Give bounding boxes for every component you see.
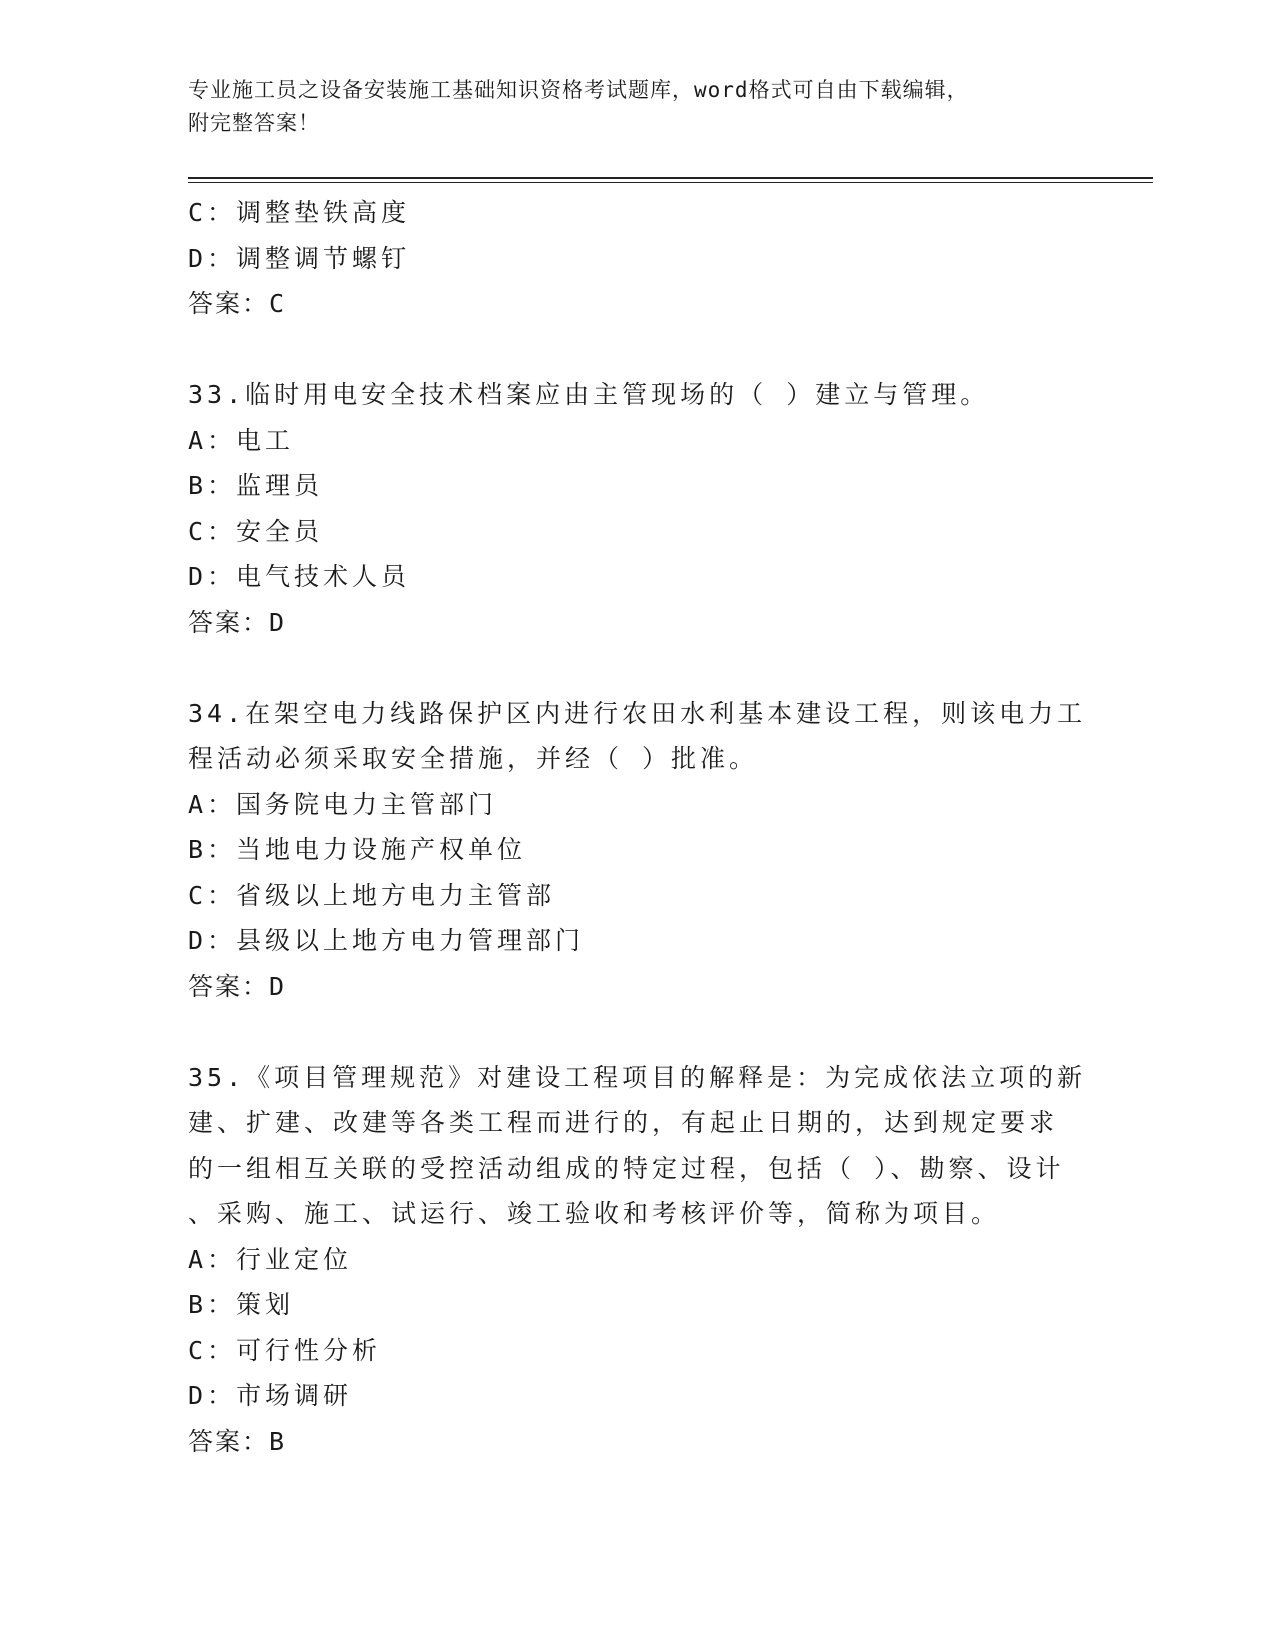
answer-line: 答案：C <box>188 289 287 318</box>
option-c: C：安全员 <box>188 516 324 546</box>
previous-question-tail <box>188 190 1088 327</box>
option-c: C：省级以上地方电力主管部 <box>188 880 556 910</box>
spacer <box>188 327 1088 372</box>
option-d: D：市场调研 <box>188 1381 353 1410</box>
question-text: 33.临时用电安全技术档案应由主管现场的（ ）建立与管理。 <box>188 380 990 409</box>
option-b: B：当地电力设施产权单位 <box>188 835 527 864</box>
header-divider-thin <box>188 182 1153 183</box>
question-text: 、采购、施工、试运行、竣工验收和考核评价等，简称为项目。 <box>188 1199 1001 1228</box>
question-list <box>188 190 1088 1465</box>
question-text: 35.《项目管理规范》对建设工程项目的解释是：为完成依法立项的新 <box>188 1062 1087 1092</box>
answer-line: 答案：D <box>188 971 287 1001</box>
header-line: 专业施工员之设备安装施工基础知识资格考试题库，word格式可自由下载编辑， <box>188 78 969 102</box>
question-text: 建、扩建、改建等各类工程而进行的，有起止日期的，达到规定要求 <box>188 1108 1059 1137</box>
spacer <box>188 1010 1088 1055</box>
question-33 <box>188 372 1088 646</box>
question-35 <box>188 1055 1088 1465</box>
option-c: C：调整垫铁高度 <box>188 198 411 227</box>
document-header <box>188 74 1088 140</box>
header-line: 附完整答案！ <box>188 111 320 135</box>
option-c: C：可行性分析 <box>188 1335 382 1365</box>
option-a: A：国务院电力主管部门 <box>188 789 498 819</box>
option-b: B：策划 <box>188 1290 295 1319</box>
option-d: D：县级以上地方电力管理部门 <box>188 926 585 955</box>
header-divider <box>188 177 1153 179</box>
option-a: A：行业定位 <box>188 1244 353 1274</box>
spacer <box>188 646 1088 691</box>
question-text: 程活动必须采取安全措施，并经（ ）批准。 <box>188 744 759 773</box>
question-text: 的一组相互关联的受控活动组成的特定过程，包括（ ）、勘察、设计 <box>188 1153 1065 1183</box>
option-d: D：调整调节螺钉 <box>188 243 411 273</box>
question-text: 34.在架空电力线路保护区内进行农田水利基本建设工程，则该电力工 <box>188 698 1087 728</box>
option-a: A：电工 <box>188 425 295 455</box>
answer-line: 答案：B <box>188 1426 287 1456</box>
option-b: B：监理员 <box>188 471 324 500</box>
option-d: D：电气技术人员 <box>188 562 411 591</box>
answer-line: 答案：D <box>188 607 287 637</box>
question-34 <box>188 691 1088 1010</box>
